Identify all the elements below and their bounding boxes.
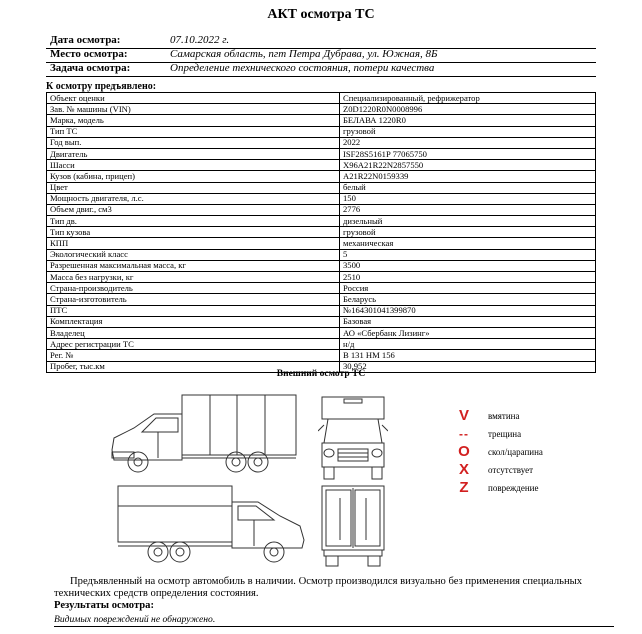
spec-value: АО «Сбербанк Лизинг» [340,327,596,338]
legend-item [452,408,602,424]
table-row [47,350,596,361]
table-row [47,148,596,159]
spec-section-title: К осмотру предъявлено: [46,81,157,92]
spec-value: Специализированный, рефрижератор [340,93,596,104]
spec-value: 2022 [340,137,596,148]
table-row [47,126,596,137]
spec-key: Масса без нагрузки, кг [47,272,340,283]
spec-key: Двигатель [47,148,340,159]
table-row [47,272,596,283]
spec-value: A21R22N0159339 [340,171,596,182]
spec-key: Год вып. [47,137,340,148]
truck-left-side-diagram [106,392,302,476]
spec-value: 2776 [340,204,596,215]
spec-value: грузовой [340,126,596,137]
table-row [47,115,596,126]
table-row [47,137,596,148]
legend-label: вмятина [488,411,520,421]
inspection-note-line1: Предъявленный на осмотр автомобиль в наличии. Осмотр производился визуально без применения специальных [70,576,583,587]
legend-item [452,480,602,496]
truck-rear-diagram [320,484,386,568]
date-label: Дата осмотра: [50,34,121,46]
spec-value: 2510 [340,272,596,283]
table-row [47,249,596,260]
spec-key: Экологический класс [47,249,340,260]
table-row [47,93,596,104]
spec-value: 30,952 [340,361,596,372]
table-row [47,182,596,193]
spec-key: Страна-производитель [47,283,340,294]
spec-key: Марка, модель [47,115,340,126]
spec-value: Россия [340,283,596,294]
legend-label: отсутствует [488,465,534,475]
table-row [47,227,596,238]
spec-key: Объект оценки [47,93,340,104]
table-row [47,104,596,115]
legend-label: повреждение [488,483,539,493]
table-row [47,260,596,271]
table-row [47,216,596,227]
spec-key: Страна-изготовитель [47,294,340,305]
place-value: Самарская область, пгт Петра Дубрава, ул. Южная, 8Б [170,48,438,60]
results-value: Видимых повреждений не обнаружено. [54,614,614,627]
spec-key: Тип дв. [47,216,340,227]
spec-value: X96A21R22N2857550 [340,160,596,171]
spec-value: №164301041399870 [340,305,596,316]
spec-value: дизельный [340,216,596,227]
spec-key: Пробег, тыс.км [47,361,340,372]
spec-key: Шасси [47,160,340,171]
task-label: Задача осмотра: [50,62,131,74]
dent-symbol: V [458,407,469,424]
place-label: Место осмотра: [50,48,128,60]
date-value: 07.10.2022 г. [170,34,230,46]
spec-value: Беларусь [340,294,596,305]
table-row [47,316,596,327]
table-row [47,160,596,171]
table-row [47,193,596,204]
damage-legend [452,408,602,508]
spec-key: Мощность двигателя, л.с. [47,193,340,204]
legend-label: трещина [488,429,522,439]
spec-key: Комплектация [47,316,340,327]
truck-right-side-diagram [114,482,310,566]
spec-table [46,92,596,373]
table-row [47,238,596,249]
chip-scratch-symbol: O [458,443,470,460]
inspection-note-line2: технических средств определения состояния. [54,588,259,599]
table-row [47,327,596,338]
legend-label: скол/царапина [488,447,543,457]
spec-value: 5 [340,249,596,260]
spec-value: грузовой [340,227,596,238]
legend-item [452,444,602,460]
spec-key: Тип кузова [47,227,340,238]
spec-key: Адрес регистрации ТС [47,339,340,350]
missing-symbol: X [458,461,469,478]
spec-value: В 131 НМ 156 [340,350,596,361]
legend-item [452,462,602,478]
spec-key: Объем двиг., см3 [47,204,340,215]
damage-symbol: Z [459,479,469,496]
table-row [47,171,596,182]
spec-key: Рег. № [47,350,340,361]
table-row [47,294,596,305]
external-inspection-title: Внешний осмотр ТС [276,369,366,379]
spec-key: Владелец [47,327,340,338]
spec-value: н/д [340,339,596,350]
spec-value: механическая [340,238,596,249]
spec-key: Зав. № машины (VIN) [47,104,340,115]
document-title: АКТ осмотра ТС [267,7,375,22]
task-value: Определение технического состояния, потери качества [170,62,435,74]
table-row [47,204,596,215]
spec-value: Z0D1220R0N0008996 [340,104,596,115]
spec-key: Разрешенная максимальная масса, кг [47,260,340,271]
crack-symbol: -- [459,427,469,441]
spec-key: КПП [47,238,340,249]
spec-key: Кузов (кабина, прицеп) [47,171,340,182]
spec-key: Цвет [47,182,340,193]
spec-key: ПТС [47,305,340,316]
spec-value: Базовая [340,316,596,327]
table-row [47,339,596,350]
truck-front-diagram [318,395,388,481]
table-row [47,305,596,316]
spec-value: 3500 [340,260,596,271]
spec-value: БЕЛАВА 1220R0 [340,115,596,126]
spec-value: белый [340,182,596,193]
spec-value: 150 [340,193,596,204]
table-row [47,283,596,294]
task-row [46,59,596,77]
spec-value: ISF28S5161P 77065750 [340,148,596,159]
legend-item [452,426,602,442]
spec-key: Тип ТС [47,126,340,137]
results-title: Результаты осмотра: [54,600,155,611]
